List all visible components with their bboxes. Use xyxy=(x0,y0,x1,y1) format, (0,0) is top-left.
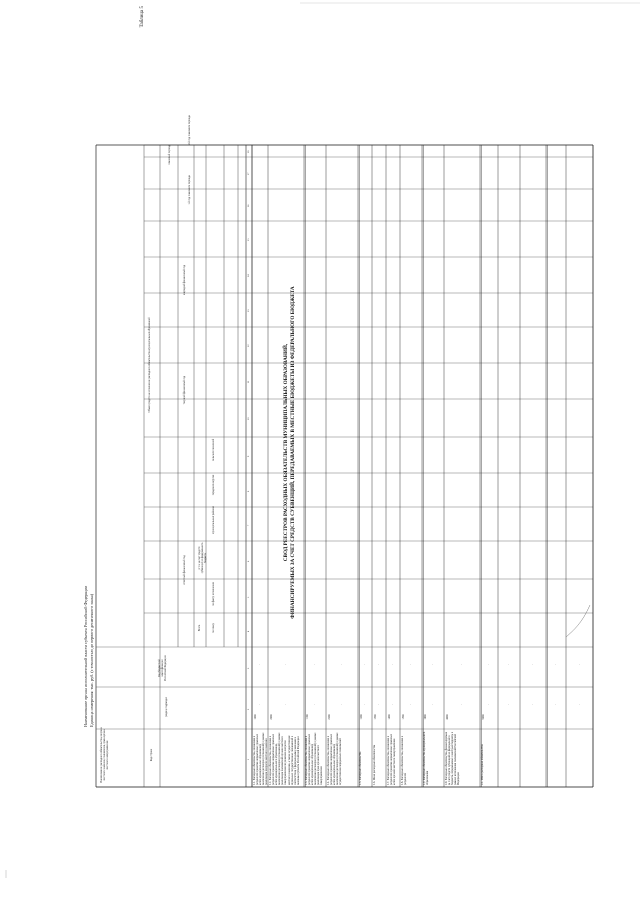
row-code: 1000 xyxy=(254,714,257,720)
row-name: 2.0. Расходные обязательства, финансируемые за счет средств субвенций из федерального бюджета, передаваемых в местные бюджеты в рамках исполнения полномочий Российской Федерации xyxy=(445,731,461,785)
row-code: 1200 xyxy=(360,714,363,720)
document-title-line2: ФИНАНСИРУЕМЫХ ЗА СЧЕТ СРЕДСТВ СУБВЕНЦИЙ, ПЕРЕДАВАЕМЫХ В МЕСТНЫЕ БЮДЖЕТЫ ИЗ ФЕДЕРАЛЬНОГО БЮДЖЕТА xyxy=(290,286,296,619)
cell-dash: - xyxy=(377,664,380,665)
row-code: 4000 xyxy=(446,714,449,720)
document-title-line1: СВОД РЕЕСТРОВ РАСХОДНЫХ ОБЯЗАТЕЛЬСТВ МУНИЦИПАЛЬНЫХ ОБРАЗОВАНИЙ, xyxy=(283,343,289,562)
row-name: 1.4. Расходные обязательства, возникшие в результате принятия нормативных правовых актов муниципальных образований, заключения договоров (соглашений) в рамках осуществления переданных полномочий xyxy=(327,732,343,785)
header-section: раздел, подраздел xyxy=(165,697,168,717)
row-name: 1.5. Расходные обязательства xyxy=(359,751,362,785)
column-number: 17 xyxy=(247,172,250,175)
header-year2: 2-й год планового периода xyxy=(188,115,191,145)
cell-dash: - xyxy=(391,664,394,665)
row-name: 1.1. Расходные обязательства, возникшие в результате принятия нормативных правовых актов муниципальных образований, заключения договоров (соглашений) в рамках реализации вопросов местного значения xyxy=(253,732,269,785)
meta-organ-label: Наименование органа исполнительной власти субъекта Российской Федерации xyxy=(83,585,88,727)
row-code: 1600 xyxy=(424,714,427,720)
cell-dash: - xyxy=(554,664,557,665)
column-number: 2 xyxy=(247,708,250,710)
cell-dash: - xyxy=(258,704,261,705)
column-number: 6 xyxy=(247,560,250,562)
header-municipal-districts: муниципальных районов xyxy=(212,506,215,534)
header-current-year: текущий финансовый год xyxy=(183,375,186,405)
row-name: 1.3. Расходные обязательства, возникшие в результате принятия нормативных правовых актов муниципальных образований, заключения договоров (соглашений) в рамках реализации прав органов местного самоуправления xyxy=(305,732,324,785)
cell-dash: - xyxy=(554,704,557,705)
header-incl-subvention: в т.ч. за счет средств субвенций из федерального бюджета xyxy=(198,542,207,574)
cell-dash: - xyxy=(284,664,287,665)
header-fact: по факту исполнения xyxy=(212,582,215,606)
column-number: 9 xyxy=(247,455,250,457)
cell-dash: - xyxy=(507,664,510,665)
cell-dash: - xyxy=(391,704,394,705)
cell-dash: - xyxy=(577,704,581,705)
header-federal-code: Код бюджетной классификации Российской Федерации xyxy=(158,655,167,681)
row-code: 2000 xyxy=(270,714,273,720)
column-number: 5 xyxy=(247,596,250,598)
row-code: 1300 xyxy=(374,714,377,720)
column-number: 11 xyxy=(247,380,250,383)
row-code: 2200 xyxy=(328,714,331,720)
column-number: 7 xyxy=(247,524,250,526)
row-name: 1.2. Расходные обязательства, возникшие в результате принятия нормативных правовых актов муниципального образования, заключения договоров (соглашений) в рамках реализации полномочий органов местного самоуправления по решению вопросов местного значения, а также осуществление отдельных государственных полномочий в соответствии с федеральными законами и законами субъекта Российской Федерации xyxy=(269,732,300,785)
column-number: 16 xyxy=(247,204,250,207)
row-name: 1.7. Расходные обязательства, возникшие в результате принятия нормативных правовых актов органов местного самоуправления xyxy=(387,733,397,785)
header-total: Всего xyxy=(198,624,201,632)
cell-dash: - xyxy=(531,664,534,665)
cell-dash: - xyxy=(487,664,490,665)
cell-dash: - xyxy=(340,664,343,665)
cell-dash: - xyxy=(531,704,534,705)
cell-dash: - xyxy=(284,704,287,705)
cell-dash: - xyxy=(460,664,463,665)
table-label: Таблица 5 xyxy=(140,6,145,28)
header-next-year: очередной финансовый год xyxy=(183,264,186,296)
cell-dash: - xyxy=(431,664,434,665)
header-code: Код строки xyxy=(150,748,153,762)
column-number: 8 xyxy=(247,490,250,492)
header-city-districts: городских округов xyxy=(212,474,215,496)
cell-dash: - xyxy=(313,664,316,665)
row-code: 1500 xyxy=(402,714,405,720)
cell-dash: - xyxy=(507,704,510,705)
column-number: 13 xyxy=(247,309,250,312)
header-plan-period: плановый период xyxy=(168,145,171,165)
row-name: 1.8. Расходные обязательства, возникшие в результате xyxy=(401,735,408,785)
cell-dash: - xyxy=(431,704,434,705)
column-number: 15 xyxy=(247,238,250,241)
row-code: 1400 xyxy=(388,714,391,720)
cell-dash: - xyxy=(340,704,343,705)
cell-dash: - xyxy=(577,664,581,665)
header-name: Наименование расходного обязательства, вопроса местного значения, полномочия, права органа местного самоуправления xyxy=(100,727,109,783)
column-number: 3 xyxy=(247,667,250,669)
cell-dash: - xyxy=(409,704,412,705)
column-number: 12 xyxy=(247,344,250,347)
row-name: 1.6. Иные расходные обязательства xyxy=(373,744,376,785)
cell-dash: - xyxy=(409,664,412,665)
cell-dash: - xyxy=(377,704,380,705)
header-rural-settlements: сельских поселений xyxy=(212,438,215,462)
row-code: 5000 xyxy=(482,714,485,720)
cell-dash: - xyxy=(313,704,316,705)
row-name: 1.9. Расходные обязательства муниципального образования xyxy=(423,731,430,785)
row-code: 1100 xyxy=(306,714,309,720)
cell-dash: - xyxy=(258,664,261,665)
header-municipal-volume: Объем средств на исполнение расходного обязательства муниципальных образований xyxy=(148,317,151,413)
cell-dash: - xyxy=(460,704,463,705)
cell-dash: - xyxy=(487,704,490,705)
header-reporting-year: отчетный финансовый год xyxy=(183,555,186,585)
row-name: 2.1. Итого расходные обязательства xyxy=(481,744,484,785)
header-plan-alloc: по плану xyxy=(212,623,215,633)
header-year1: 1-й год планового периода xyxy=(188,175,191,205)
column-number: 18 xyxy=(247,150,250,153)
column-number: 10 xyxy=(247,417,250,420)
column-number: 14 xyxy=(247,274,250,277)
column-number: 1 xyxy=(247,758,250,760)
column-number: 4 xyxy=(247,630,250,632)
meta-unit-label: Единица измерения: тыс. руб. (с точностью до первого десятичного знака) xyxy=(89,593,94,727)
cell-dash: - xyxy=(363,664,366,665)
cell-dash: - xyxy=(363,704,366,705)
